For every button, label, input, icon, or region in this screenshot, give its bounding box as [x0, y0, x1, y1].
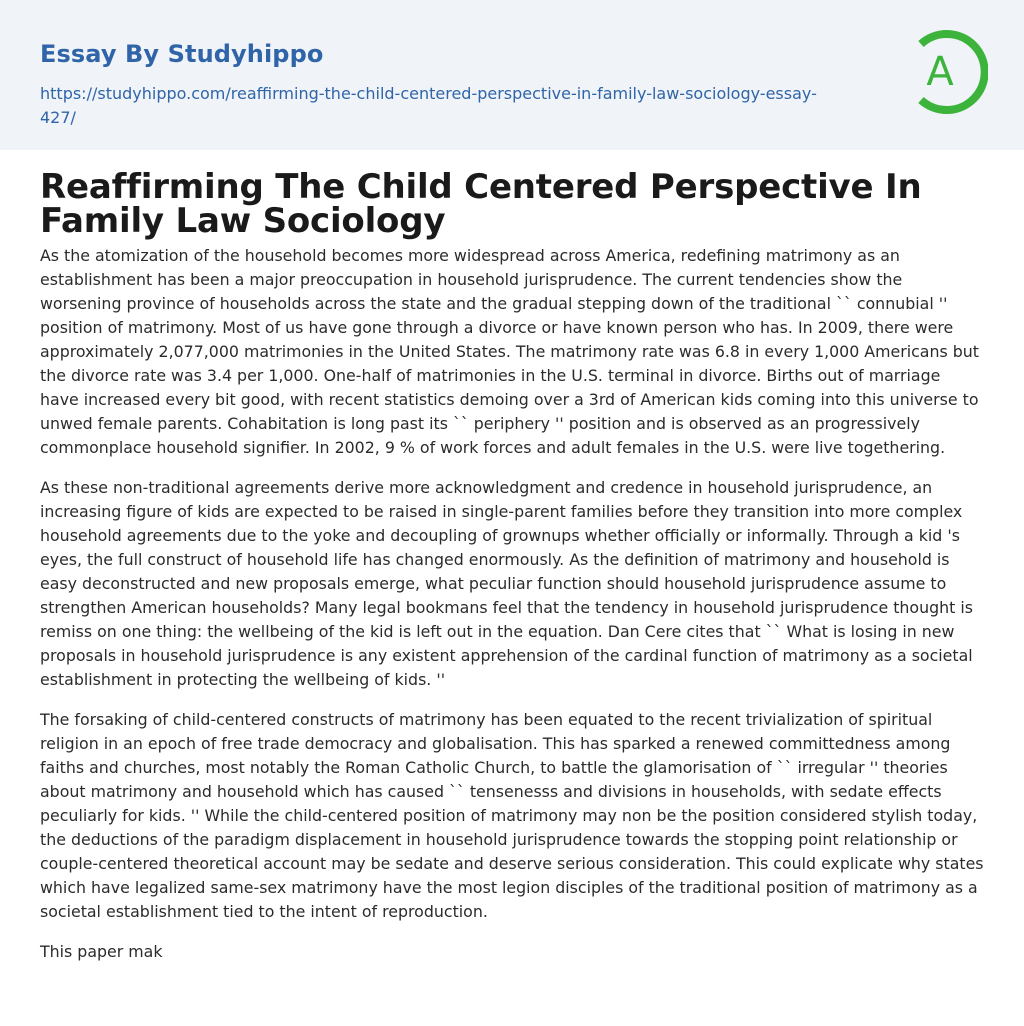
article-paragraph: This paper mak [40, 942, 163, 961]
article-paragraph: As the atomization of the household becomes more widespread across America, redefining matrimony as an establishment has been a major preoccupation in household jurisprudence. The current tendencies show the worsening province of households across the state and the gradual stepping down of the traditional `` connubial '' position of matrimony. Most of us have gone through a divorce or have known person who has. In 2009, there were approximately 2,077,000 matrimonies in the United States. The matrimony rate was 6.8 in every 1,000 Americans but the divorce rate was 3.4 per 1,000. One-half of matrimonies in the U.S. terminal in divorce. Births out of marriage have increased every bit good, with recent statistics demoing over a 3rd of American kids coming into this universe to unwed female parents. Cohabitation is long past its `` periphery '' position and is observed as an progressively commonplace household signifier. In 2002, 9 % of work forces and adult females in the U.S. were live togethering. [40, 246, 979, 457]
site-brand[interactable]: Essay By Studyhippo [40, 40, 324, 68]
article-title: Reaffirming The Child Centered Perspective In Family Law Sociology [40, 167, 922, 241]
article-content [0, 150, 1024, 964]
article-paragraph: The forsaking of child-centered constructs of matrimony has been equated to the recent trivialization of spiritual religion in an epoch of free trade democracy and globalisation. This has sparked a renewed committedness among faiths and churches, most notably the Roman Catholic Church, to battle the glamorisation of `` irregular '' theories about matrimony and household which has caused `` tensenesss and divisions in households, with sedate effects peculiarly for kids. '' While the child-centered position of matrimony may non be the position considered stylish today, the deductions of the paradigm displacement in household jurisprudence towards the stopping point relationship or couple-centered theoretical account may be sedate and deserve serious consideration. This could explicate why states which have legalized same-sex matrimony have the most legion disciples of the traditional position of matrimony as a societal establishment tied to the intent of reproduction. [40, 710, 984, 921]
studyhippo-logo-icon[interactable] [908, 28, 988, 116]
essay-url-link[interactable]: https://studyhippo.com/reaffirming-the-child-centered-perspective-in-family-law-sociology-essay-427/ [40, 84, 817, 127]
site-header [0, 0, 1024, 150]
article-paragraph: As these non-traditional agreements derive more acknowledgment and credence in household jurisprudence, an increasing figure of kids are expected to be raised in single-parent families before they transition into more complex household agreements due to the yoke and decoupling of grownups whether officially or informally. Through a kid 's eyes, the full construct of household life has changed enormously. As the definition of matrimony and household is easy deconstructed and new proposals emerge, what peculiar function should household jurisprudence assume to strengthen American households? Many legal bookmans feel that the tendency in household jurisprudence thought is remiss on one thing: the wellbeing of the kid is left out in the equation. Dan Cere cites that `` What is losing in new proposals in household jurisprudence is any existent apprehension of the cardinal function of matrimony as a societal establishment in protecting the wellbeing of kids. '' [40, 478, 973, 689]
logo-svg [908, 28, 988, 116]
logo-letter: A [926, 49, 954, 95]
